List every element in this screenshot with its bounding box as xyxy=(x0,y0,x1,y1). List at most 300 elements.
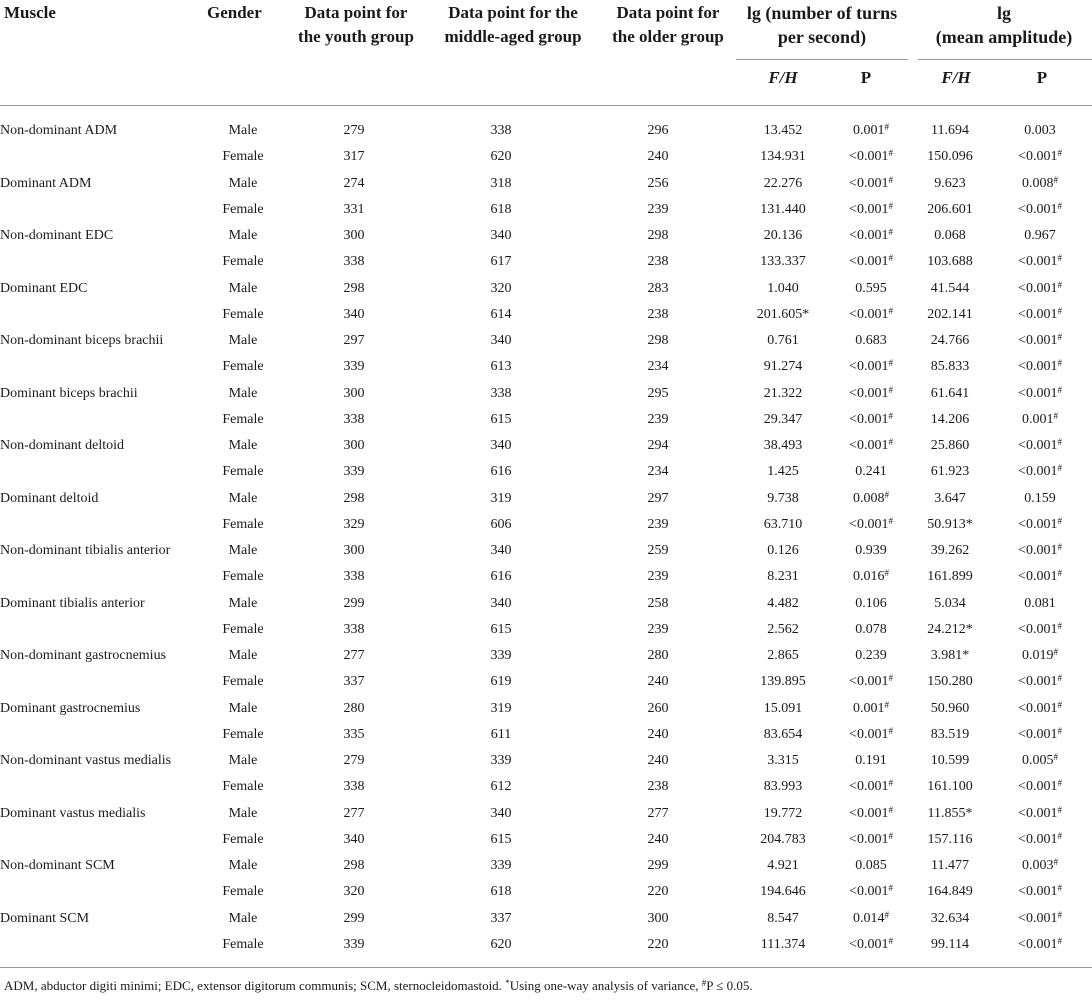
amp-fh-cell-value: 157.116 xyxy=(927,831,973,847)
middle-aged-cell xyxy=(422,118,580,144)
muscle-cell xyxy=(0,538,200,564)
significance-mark: # xyxy=(888,227,893,238)
youth-cell xyxy=(286,722,422,748)
header-turns-fh: F/H xyxy=(768,68,798,87)
significance-mark: # xyxy=(1057,148,1062,159)
gender-cell-value: Male xyxy=(228,910,258,926)
gender-cell xyxy=(200,328,286,354)
youth-cell-value: 340 xyxy=(343,306,365,322)
turns-fh-cell-value: 1.425 xyxy=(767,464,799,480)
amp-p-cell-value: <0.001 xyxy=(1018,464,1058,480)
turns-fh-cell-value: 131.440 xyxy=(760,201,806,217)
amp-p-cell-value: <0.001 xyxy=(1018,385,1058,401)
amp-p-cell xyxy=(988,512,1092,538)
header-bottom-rule xyxy=(0,105,1092,106)
amp-p-cell xyxy=(988,197,1092,223)
turns-p-cell-value: 0.016 xyxy=(853,569,885,585)
youth-cell xyxy=(286,486,422,512)
youth-cell xyxy=(286,748,422,774)
gender-cell-value: Female xyxy=(222,884,264,900)
gender-cell xyxy=(200,486,286,512)
turns-fh-cell xyxy=(736,354,830,380)
youth-cell xyxy=(286,853,422,879)
amp-fh-cell-value: 99.114 xyxy=(931,936,969,952)
turns-p-cell xyxy=(830,696,912,722)
middle-aged-cell xyxy=(422,669,580,695)
middle-aged-cell xyxy=(422,407,580,433)
amp-p-cell xyxy=(988,722,1092,748)
turns-fh-cell-value: 1.040 xyxy=(767,280,799,296)
table-row xyxy=(0,722,1092,748)
youth-cell-value: 337 xyxy=(343,674,365,690)
amp-p-cell-value: 0.005 xyxy=(1022,753,1054,769)
gender-cell-value: Male xyxy=(228,595,258,611)
turns-fh-cell xyxy=(736,407,830,433)
significance-mark: # xyxy=(888,174,893,185)
amp-p-cell-value: <0.001 xyxy=(1018,674,1058,690)
muscle-cell xyxy=(0,722,200,748)
middle-aged-cell-value: 340 xyxy=(490,438,512,454)
middle-aged-cell xyxy=(422,643,580,669)
turns-p-cell xyxy=(830,722,912,748)
amp-p-cell-value: 0.081 xyxy=(1024,595,1056,611)
older-cell xyxy=(580,249,736,275)
youth-cell xyxy=(286,827,422,853)
muscle-cell xyxy=(0,879,200,905)
amp-p-cell xyxy=(988,906,1092,932)
turns-fh-cell-value: 201.605* xyxy=(756,306,810,322)
table-row xyxy=(0,564,1092,590)
table-row xyxy=(0,328,1092,354)
turns-fh-cell xyxy=(736,564,830,590)
amp-p-cell-value: <0.001 xyxy=(1018,543,1058,559)
gender-cell xyxy=(200,669,286,695)
amp-p-cell-value: 0.003 xyxy=(1024,123,1056,139)
turns-p-cell xyxy=(830,827,912,853)
muscle-cell xyxy=(0,853,200,879)
gender-cell xyxy=(200,801,286,827)
amp-fh-cell-value: 150.280 xyxy=(927,674,973,690)
youth-cell-value: 300 xyxy=(343,543,365,559)
header-older xyxy=(602,1,734,49)
older-cell xyxy=(580,538,736,564)
youth-cell-value: 335 xyxy=(343,726,365,742)
middle-aged-cell-value: 614 xyxy=(490,306,512,322)
muscle-cell xyxy=(0,197,200,223)
significance-mark: # xyxy=(884,699,889,710)
muscle-cell xyxy=(0,748,200,774)
youth-cell-value: 338 xyxy=(343,411,365,427)
turns-p-cell xyxy=(830,197,912,223)
gender-cell-value: Female xyxy=(222,516,264,532)
table-row xyxy=(0,276,1092,302)
older-cell-value: 220 xyxy=(647,936,669,952)
turns-fh-cell xyxy=(736,617,830,643)
significance-mark: # xyxy=(1057,909,1062,920)
amp-fh-cell-value: 3.981* xyxy=(930,648,970,664)
older-cell-value: 298 xyxy=(647,333,669,349)
subheader-rule-turns xyxy=(736,59,908,60)
amp-fh-cell-value: 61.641 xyxy=(930,385,970,401)
middle-aged-cell xyxy=(422,433,580,459)
muscle-cell xyxy=(0,906,200,932)
table-row xyxy=(0,197,1092,223)
amp-p-cell xyxy=(988,433,1092,459)
older-cell xyxy=(580,328,736,354)
table-row xyxy=(0,906,1092,932)
middle-aged-cell xyxy=(422,381,580,407)
middle-aged-cell-value: 620 xyxy=(490,936,512,952)
youth-cell xyxy=(286,381,422,407)
older-cell-value: 300 xyxy=(647,910,669,926)
header-gender: Gender xyxy=(207,3,262,22)
gender-cell-value: Male xyxy=(228,175,258,191)
gender-cell xyxy=(200,748,286,774)
muscle-cell xyxy=(0,643,200,669)
older-cell-value: 239 xyxy=(647,569,669,585)
amp-p-cell-value: <0.001 xyxy=(1018,280,1058,296)
turns-fh-cell xyxy=(736,144,830,170)
gender-cell-value: Male xyxy=(228,648,258,664)
muscle-cell xyxy=(0,144,200,170)
turns-fh-cell xyxy=(736,538,830,564)
turns-p-cell xyxy=(830,459,912,485)
header-turns xyxy=(736,1,908,49)
turns-p-cell-value: <0.001 xyxy=(849,201,889,217)
amp-fh-cell-value: 85.833 xyxy=(930,359,970,375)
amp-p-cell-value: <0.001 xyxy=(1018,569,1058,585)
amp-p-cell xyxy=(988,486,1092,512)
amp-fh-cell xyxy=(912,381,988,407)
youth-cell-value: 299 xyxy=(343,595,365,611)
middle-aged-cell-value: 611 xyxy=(490,726,512,742)
muscle-cell xyxy=(0,486,200,512)
amp-p-cell-value: <0.001 xyxy=(1018,936,1058,952)
turns-p-cell xyxy=(830,906,912,932)
older-cell xyxy=(580,486,736,512)
significance-mark: # xyxy=(888,410,893,421)
older-cell xyxy=(580,774,736,800)
turns-fh-cell-value: 83.993 xyxy=(763,779,803,795)
turns-p-cell-value: <0.001 xyxy=(849,438,889,454)
amp-fh-cell-value: 3.647 xyxy=(934,490,966,506)
older-cell xyxy=(580,381,736,407)
turns-p-cell-value: <0.001 xyxy=(849,254,889,270)
middle-aged-cell-value: 340 xyxy=(490,805,512,821)
youth-cell xyxy=(286,879,422,905)
amp-p-cell xyxy=(988,801,1092,827)
significance-mark: # xyxy=(1057,725,1062,736)
turns-p-cell xyxy=(830,564,912,590)
amp-p-cell xyxy=(988,643,1092,669)
gender-cell-value: Female xyxy=(222,411,264,427)
youth-cell-value: 339 xyxy=(343,464,365,480)
turns-p-cell-value: 0.008 xyxy=(853,490,885,506)
significance-mark: # xyxy=(1057,699,1062,710)
older-cell-value: 240 xyxy=(647,149,669,165)
older-cell xyxy=(580,407,736,433)
middle-aged-cell-value: 320 xyxy=(490,280,512,296)
amp-fh-cell-value: 164.849 xyxy=(927,884,973,900)
turns-p-cell-value: <0.001 xyxy=(849,385,889,401)
turns-p-cell-value: <0.001 xyxy=(849,936,889,952)
muscle-cell-value: Non-dominant tibialis anterior xyxy=(0,543,171,559)
turns-p-cell-value: 0.085 xyxy=(855,858,887,874)
turns-fh-cell-value: 194.646 xyxy=(760,884,806,900)
header-older-line1: Data point for xyxy=(616,3,720,22)
table-body xyxy=(0,118,1092,958)
amp-p-cell xyxy=(988,669,1092,695)
significance-mark: # xyxy=(888,305,893,316)
subheader-rule-amp xyxy=(918,59,1092,60)
significance-mark: # xyxy=(888,883,893,894)
middle-aged-cell xyxy=(422,512,580,538)
middle-aged-cell-value: 616 xyxy=(490,464,512,480)
table-row xyxy=(0,643,1092,669)
amp-p-cell xyxy=(988,538,1092,564)
middle-aged-cell xyxy=(422,302,580,328)
table-row xyxy=(0,538,1092,564)
turns-p-cell-value: <0.001 xyxy=(849,175,889,191)
muscle-cell xyxy=(0,328,200,354)
youth-cell-value: 300 xyxy=(343,385,365,401)
muscle-cell xyxy=(0,249,200,275)
youth-cell-value: 300 xyxy=(343,438,365,454)
amp-fh-cell-value: 150.096 xyxy=(927,149,973,165)
amp-p-cell-value: <0.001 xyxy=(1018,149,1058,165)
muscle-cell xyxy=(0,407,200,433)
muscle-cell xyxy=(0,774,200,800)
turns-fh-cell xyxy=(736,302,830,328)
middle-aged-cell-value: 318 xyxy=(490,175,512,191)
amp-fh-cell xyxy=(912,617,988,643)
youth-cell xyxy=(286,354,422,380)
header-turns-line2: per second) xyxy=(777,27,867,47)
gender-cell-value: Male xyxy=(228,700,258,716)
middle-aged-cell-value: 339 xyxy=(490,648,512,664)
turns-p-cell-value: <0.001 xyxy=(849,779,889,795)
amp-p-cell xyxy=(988,459,1092,485)
significance-mark: # xyxy=(1057,673,1062,684)
older-cell xyxy=(580,669,736,695)
turns-p-cell xyxy=(830,433,912,459)
muscle-cell-value: Dominant deltoid xyxy=(0,490,99,506)
middle-aged-cell xyxy=(422,906,580,932)
youth-cell-value: 317 xyxy=(343,149,365,165)
amp-p-cell xyxy=(988,249,1092,275)
youth-cell-value: 298 xyxy=(343,490,365,506)
table-row xyxy=(0,354,1092,380)
table-row xyxy=(0,774,1092,800)
turns-p-cell-value: <0.001 xyxy=(849,674,889,690)
older-cell-value: 240 xyxy=(647,674,669,690)
turns-fh-cell xyxy=(736,853,830,879)
amp-p-cell-value: 0.019 xyxy=(1022,648,1054,664)
header-muscle: Muscle xyxy=(4,3,56,22)
gender-cell xyxy=(200,722,286,748)
youth-cell-value: 339 xyxy=(343,936,365,952)
turns-p-cell-value: 0.014 xyxy=(853,910,885,926)
youth-cell-value: 277 xyxy=(343,805,365,821)
gender-cell xyxy=(200,197,286,223)
turns-p-cell xyxy=(830,171,912,197)
youth-cell xyxy=(286,118,422,144)
amp-p-cell xyxy=(988,171,1092,197)
youth-cell xyxy=(286,433,422,459)
muscle-cell xyxy=(0,564,200,590)
amp-p-cell-value: 0.001 xyxy=(1022,411,1054,427)
significance-mark: # xyxy=(1057,358,1062,369)
middle-aged-cell-value: 340 xyxy=(490,228,512,244)
middle-aged-cell-value: 337 xyxy=(490,910,512,926)
older-cell xyxy=(580,302,736,328)
amp-fh-cell-value: 24.766 xyxy=(930,333,970,349)
header-amp-p: P xyxy=(1036,68,1048,87)
turns-fh-cell xyxy=(736,276,830,302)
gender-cell-value: Female xyxy=(222,779,264,795)
header-middle-line2: middle-aged group xyxy=(444,27,582,46)
amp-fh-cell xyxy=(912,564,988,590)
significance-mark: # xyxy=(1053,647,1058,658)
amp-fh-cell xyxy=(912,591,988,617)
turns-fh-cell-value: 0.761 xyxy=(767,333,799,349)
muscle-cell xyxy=(0,276,200,302)
youth-cell-value: 274 xyxy=(343,175,365,191)
middle-aged-cell-value: 319 xyxy=(490,490,512,506)
turns-p-cell xyxy=(830,591,912,617)
middle-aged-cell-value: 615 xyxy=(490,831,512,847)
older-cell xyxy=(580,276,736,302)
significance-mark: # xyxy=(888,935,893,946)
amp-p-cell xyxy=(988,407,1092,433)
amp-fh-cell xyxy=(912,512,988,538)
turns-p-cell-value: 0.239 xyxy=(855,648,887,664)
amp-p-cell-value: <0.001 xyxy=(1018,884,1058,900)
older-cell-value: 239 xyxy=(647,411,669,427)
turns-fh-cell-value: 4.921 xyxy=(767,858,799,874)
amp-fh-cell-value: 41.544 xyxy=(930,280,970,296)
older-cell-value: 283 xyxy=(647,280,669,296)
amp-p-cell xyxy=(988,853,1092,879)
gender-cell-value: Male xyxy=(228,858,258,874)
muscle-cell xyxy=(0,801,200,827)
gender-cell xyxy=(200,617,286,643)
significance-mark: # xyxy=(888,778,893,789)
significance-mark: # xyxy=(1057,804,1062,815)
amp-p-cell xyxy=(988,118,1092,144)
amp-p-cell-value: <0.001 xyxy=(1018,359,1058,375)
older-cell xyxy=(580,906,736,932)
turns-p-cell xyxy=(830,144,912,170)
turns-p-cell-value: 0.595 xyxy=(855,280,887,296)
amp-p-cell-value: 0.008 xyxy=(1022,175,1054,191)
turns-fh-cell xyxy=(736,223,830,249)
youth-cell-value: 338 xyxy=(343,779,365,795)
older-cell xyxy=(580,801,736,827)
gender-cell-value: Female xyxy=(222,831,264,847)
gender-cell xyxy=(200,696,286,722)
gender-cell xyxy=(200,249,286,275)
significance-mark: # xyxy=(888,437,893,448)
older-cell xyxy=(580,197,736,223)
muscle-cell xyxy=(0,669,200,695)
youth-cell xyxy=(286,144,422,170)
turns-fh-cell xyxy=(736,748,830,774)
youth-cell-value: 329 xyxy=(343,516,365,532)
table-row xyxy=(0,879,1092,905)
amp-fh-cell-value: 161.899 xyxy=(927,569,973,585)
amp-p-cell-value: <0.001 xyxy=(1018,254,1058,270)
header-amp-line2: (mean amplitude) xyxy=(935,27,1073,47)
amp-p-cell xyxy=(988,302,1092,328)
muscle-cell-value: Dominant tibialis anterior xyxy=(0,595,145,611)
amp-fh-cell xyxy=(912,433,988,459)
muscle-cell xyxy=(0,591,200,617)
gender-cell-value: Male xyxy=(228,228,258,244)
turns-fh-cell-value: 38.493 xyxy=(763,438,803,454)
amp-fh-cell-value: 11.477 xyxy=(931,858,969,874)
amp-p-cell-value: <0.001 xyxy=(1018,621,1058,637)
significance-mark: # xyxy=(884,909,889,920)
turns-fh-cell xyxy=(736,906,830,932)
turns-fh-cell xyxy=(736,249,830,275)
amp-fh-cell-value: 161.100 xyxy=(927,779,973,795)
gender-cell xyxy=(200,564,286,590)
youth-cell xyxy=(286,932,422,958)
middle-aged-cell xyxy=(422,249,580,275)
middle-aged-cell-value: 340 xyxy=(490,333,512,349)
older-cell xyxy=(580,643,736,669)
older-cell-value: 220 xyxy=(647,884,669,900)
turns-fh-cell-value: 13.452 xyxy=(763,123,803,139)
footnote-abbreviations: ADM, abductor digiti minimi; EDC, extensor digitorum communis; SCM, sternocleidomastoid. xyxy=(4,978,506,993)
youth-cell xyxy=(286,328,422,354)
turns-p-cell-value: 0.078 xyxy=(855,621,887,637)
youth-cell-value: 339 xyxy=(343,359,365,375)
youth-cell xyxy=(286,643,422,669)
header-youth xyxy=(290,1,422,49)
older-cell-value: 238 xyxy=(647,306,669,322)
youth-cell xyxy=(286,906,422,932)
amp-fh-cell xyxy=(912,932,988,958)
turns-fh-cell xyxy=(736,512,830,538)
turns-p-cell-value: <0.001 xyxy=(849,306,889,322)
turns-p-cell xyxy=(830,879,912,905)
amp-p-cell xyxy=(988,591,1092,617)
turns-fh-cell xyxy=(736,328,830,354)
amp-p-cell xyxy=(988,381,1092,407)
middle-aged-cell-value: 615 xyxy=(490,621,512,637)
muscle-cell-value: Dominant EDC xyxy=(0,280,88,296)
middle-aged-cell xyxy=(422,197,580,223)
amp-fh-cell xyxy=(912,669,988,695)
gender-cell xyxy=(200,381,286,407)
turns-fh-cell xyxy=(736,827,830,853)
turns-p-cell-value: 0.683 xyxy=(855,333,887,349)
muscle-cell xyxy=(0,827,200,853)
older-cell xyxy=(580,696,736,722)
amp-fh-cell-value: 9.623 xyxy=(934,175,966,191)
header-youth-line2: the youth group xyxy=(298,27,414,46)
youth-cell xyxy=(286,249,422,275)
middle-aged-cell-value: 613 xyxy=(490,359,512,375)
amp-p-cell-value: 0.159 xyxy=(1024,490,1056,506)
gender-cell-value: Female xyxy=(222,569,264,585)
significance-mark: # xyxy=(1057,830,1062,841)
older-cell xyxy=(580,879,736,905)
gender-cell-value: Female xyxy=(222,149,264,165)
turns-p-cell xyxy=(830,276,912,302)
